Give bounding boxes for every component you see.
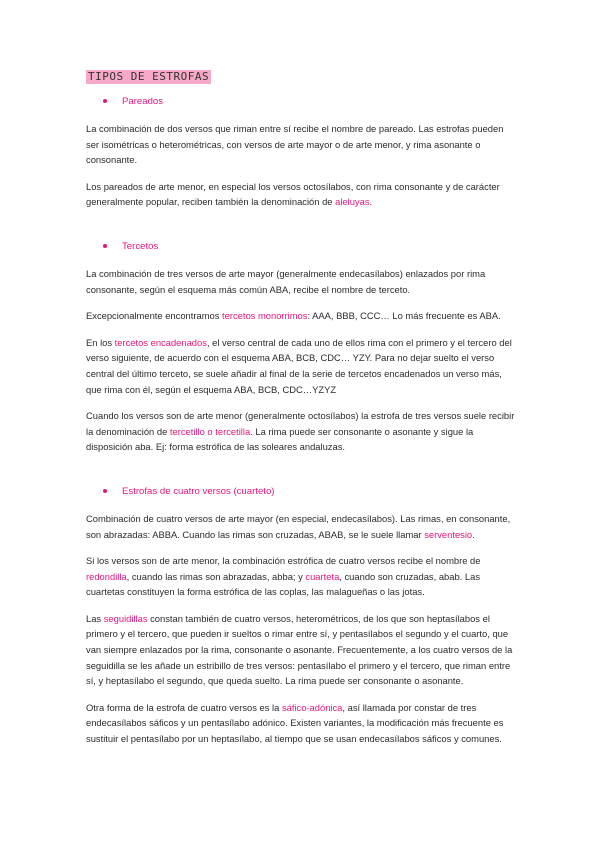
- paragraph-text: .: [369, 196, 373, 208]
- paragraph: [86, 335, 516, 397]
- paragraph: [86, 700, 516, 747]
- highlighted-term: redondilla: [86, 570, 127, 582]
- section-heading: [86, 484, 516, 499]
- paragraph-text: , cuando son cruzadas, abab. Las cuartetas constituyen la forma estrófica de las coplas, las malagueñas o las jotas.: [86, 570, 481, 598]
- paragraph: [86, 553, 516, 600]
- section-heading-text: Estrofas de cuatro versos (cuarteto): [122, 485, 275, 497]
- highlighted-term: aleluyas: [335, 196, 370, 208]
- section-heading-text: Pareados: [122, 96, 164, 107]
- paragraph-text: .: [472, 528, 475, 540]
- highlighted-term: tercetos encadenados: [114, 336, 207, 348]
- highlighted-term: cuarteta: [305, 570, 340, 582]
- paragraph-text: Cuando los versos son de arte menor (generalmente octosílabos) la estrofa de tres versos suele recibir la denominación de: [86, 410, 515, 437]
- document-body: [86, 94, 516, 758]
- highlighted-term: serventesio: [424, 528, 473, 540]
- highlighted-term: tercetos monorrimos: [222, 310, 308, 322]
- paragraph-text: , cuando las rimas son abrazadas, abba; y: [126, 570, 306, 582]
- paragraph: [86, 611, 516, 689]
- section-heading: [86, 239, 516, 254]
- paragraph-text: La combinación de tres versos de arte mayor (generalmente endecasílabos) enlazados por rima consonante, según el esquema más común ABA, recibe el nombre de terceto.: [86, 267, 486, 295]
- section-heading-text: Tercetos: [122, 240, 159, 252]
- paragraph-text: Los pareados de arte menor, en especial los versos octosílabos, con rima consonante y de carácter generalmente popular, reciben también la denominación de: [86, 180, 500, 208]
- paragraph-text: Las: [86, 612, 104, 624]
- section-gap: [86, 466, 516, 484]
- bullet-icon: [103, 489, 107, 493]
- bullet-icon: [103, 244, 107, 248]
- paragraph-text: Combinación de cuatro versos de arte mayor (en especial, endecasílabos). Las rimas, en consonante, son abrazadas: ABBA. Cuando las rimas son cruzadas, ABAB, se le suele llamar: [86, 512, 511, 540]
- bullet-icon: [103, 99, 107, 103]
- highlighted-term: sáfico-adónica: [281, 701, 343, 713]
- paragraph: [86, 408, 516, 455]
- highlighted-term: tercetillo o tercetilla: [169, 425, 251, 437]
- paragraph-text: . La rima puede ser consonante o asonante y sigue la disposición aba. Ej: forma estrófica de las soleares andaluzas.: [86, 425, 474, 453]
- highlighted-term: seguidillas: [103, 612, 148, 624]
- paragraph-text: , así llamada por constar de tres endecasílabos sáficos y un pentasílabo adónico. Existen variantes, la modificación más frecuente es sustituir el pentasílabo por un heptasílabo, al tiempo que se usan endecasílabos sáficos y comunes.: [86, 701, 504, 745]
- paragraph-text: : AAA, BBB, CCC… Lo más frecuente es ABA.: [307, 310, 501, 322]
- paragraph-text: Si los versos son de arte menor, la combinación estrófica de cuatro versos recibe el nombre de: [86, 555, 481, 567]
- paragraph: [86, 308, 516, 324]
- paragraph: [86, 121, 516, 168]
- paragraph-text: constan también de cuatro versos, heterométricos, de los que son heptasílabos el primero y el tercero, que pueden ir sueltos o rimar entre sí, y pentasílabos el segundo y el cuarto, que van siempre enlazados por la rima, consonante o asonante. Frecuentemente, a los cuatro versos de la seguidilla se les añade un estribillo de tres versos: pentasílabo el primero y el tercero, que riman entre sí, y heptasílabo el segundo, que queda suelto. La rima puede ser consonante o asonante.: [86, 612, 513, 687]
- page-title: TIPOS DE ESTROFAS: [88, 70, 210, 83]
- paragraph-text: , el verso central de cada uno de ellos rima con el primero y el tercero del verso siguiente, de acuerdo con el esquema ABA, BCB, CDC… YZY. Para no dejar suelto el verso central del último terceto, se suele añadir al final de la serie de tercetos encadenados un verso más, que rima con él, según el esquema ABA, BCB, CDC…YZYZ: [86, 336, 512, 395]
- paragraph: [86, 266, 516, 297]
- paragraph-text: En los: [86, 336, 115, 348]
- paragraph-text: Otra forma de la estrofa de cuatro versos es la: [86, 701, 282, 713]
- paragraph-text: Excepcionalmente encontramos: [86, 310, 223, 322]
- paragraph-text: La combinación de dos versos que riman entre sí recibe el nombre de pareado. Las estrofas pueden ser isométricas o heterométricas, con versos de arte mayor o de arte menor, y rima asonante o consonante.: [86, 123, 504, 166]
- section-gap: [86, 221, 516, 239]
- paragraph: [86, 511, 516, 542]
- section-heading: [86, 94, 516, 109]
- paragraph: [86, 179, 516, 210]
